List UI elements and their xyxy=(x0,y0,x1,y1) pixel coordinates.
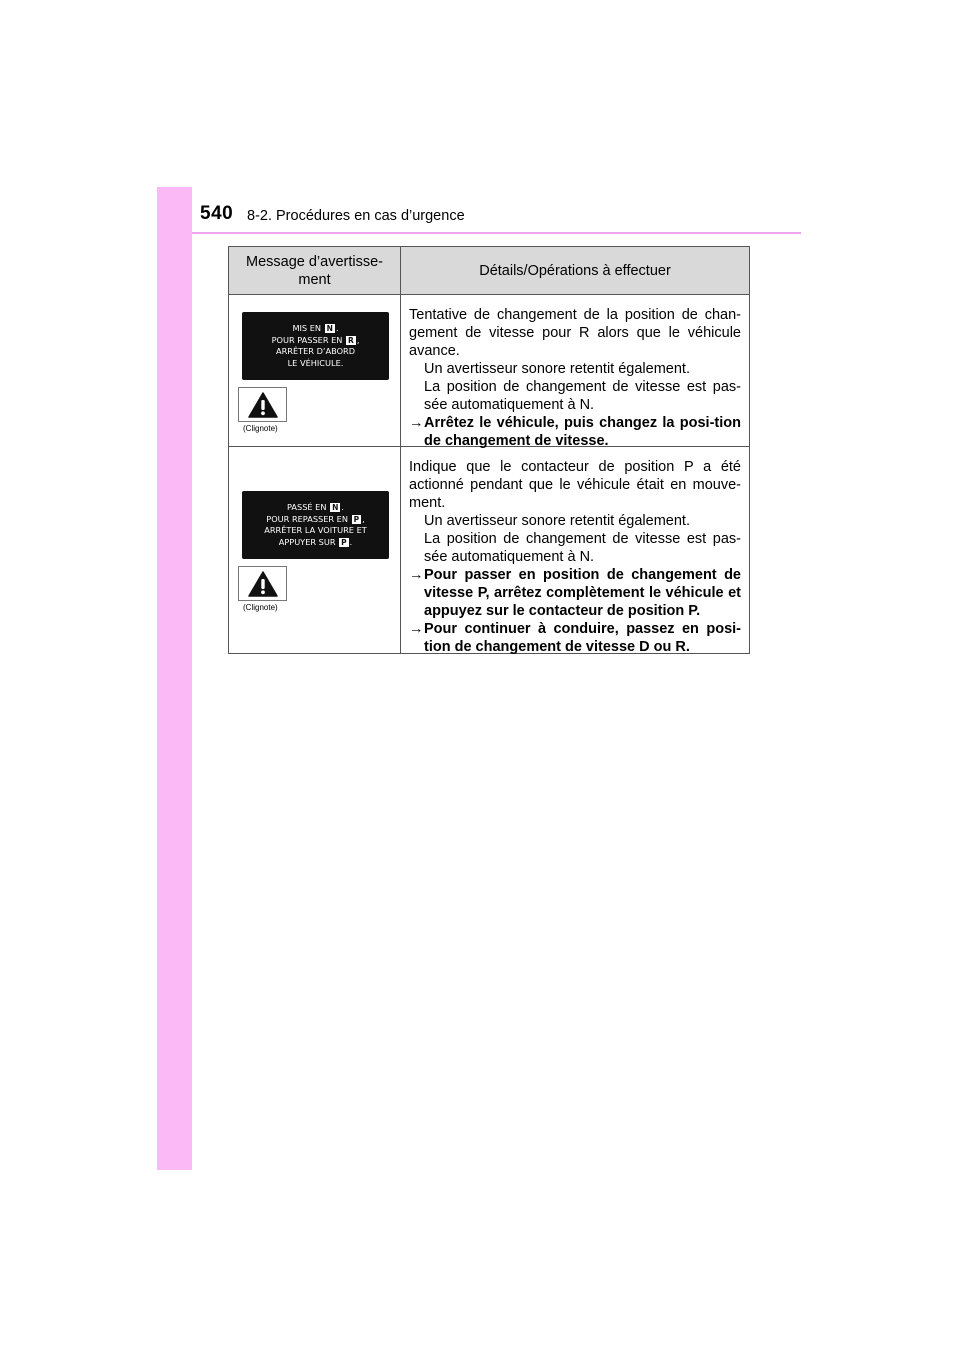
note-text: Un avertisseur sonore retentit également. xyxy=(424,513,690,529)
warning-message-table xyxy=(228,246,750,654)
display-message-image: MIS EN N . POUR PASSER EN R , ARRÊTER D’ABORD LE VÉHICULE. xyxy=(242,312,389,380)
action-item: → Pour continuer à conduire, passez en posi-tion de changement de vitesse D ou R. xyxy=(409,621,741,655)
blink-label: (Clignote) xyxy=(243,603,278,612)
message-illustration-cell xyxy=(229,447,401,653)
section-title: 8-2. Procédures en cas d’urgence xyxy=(247,208,465,224)
note-text: Un avertisseur sonore retentit également. xyxy=(424,361,690,377)
action-item: → Pour passer en position de changement de vitesse P, arrêtez complètement le véhicule et appuyez sur le contacteur de position P. xyxy=(409,567,741,619)
blink-label: (Clignote) xyxy=(243,424,278,433)
description-text: Tentative de changement de la position de chan-gement de vitesse pour R alors que le véhicule avance. xyxy=(409,307,741,359)
details-cell xyxy=(401,295,749,449)
warning-triangle-icon xyxy=(238,566,287,601)
action-item: → Arrêtez le véhicule, puis changez la posi-tion de changement de vitesse. xyxy=(409,415,741,449)
column-header-message: Message d’avertisse-ment xyxy=(229,247,401,294)
arrow-icon: → xyxy=(409,415,424,431)
arrow-icon: → xyxy=(409,621,424,637)
note-text: La position de changement de vitesse est pas-sée automatiquement à N. xyxy=(424,531,741,565)
note-text: La position de changement de vitesse est pas-sée automatiquement à N. xyxy=(424,379,741,413)
table-row xyxy=(229,447,749,653)
details-cell xyxy=(401,447,749,653)
message-illustration-cell xyxy=(229,295,401,446)
table-header xyxy=(229,247,749,295)
display-message-image: PASSÉ EN N . POUR REPASSER EN P , ARRÊTER LA VOITURE ET APPUYER SUR P . xyxy=(242,491,389,559)
table-row xyxy=(229,295,749,447)
column-header-details: Détails/Opérations à effectuer xyxy=(479,262,671,279)
warning-triangle-icon xyxy=(238,387,287,422)
description-text: Indique que le contacteur de position P a été actionné pendant que le véhicule était en mouve-ment. xyxy=(409,459,741,511)
header-divider xyxy=(192,232,801,234)
arrow-icon: → xyxy=(409,567,424,583)
section-tab-bar xyxy=(157,187,192,1170)
page-number: 540 xyxy=(200,203,234,224)
